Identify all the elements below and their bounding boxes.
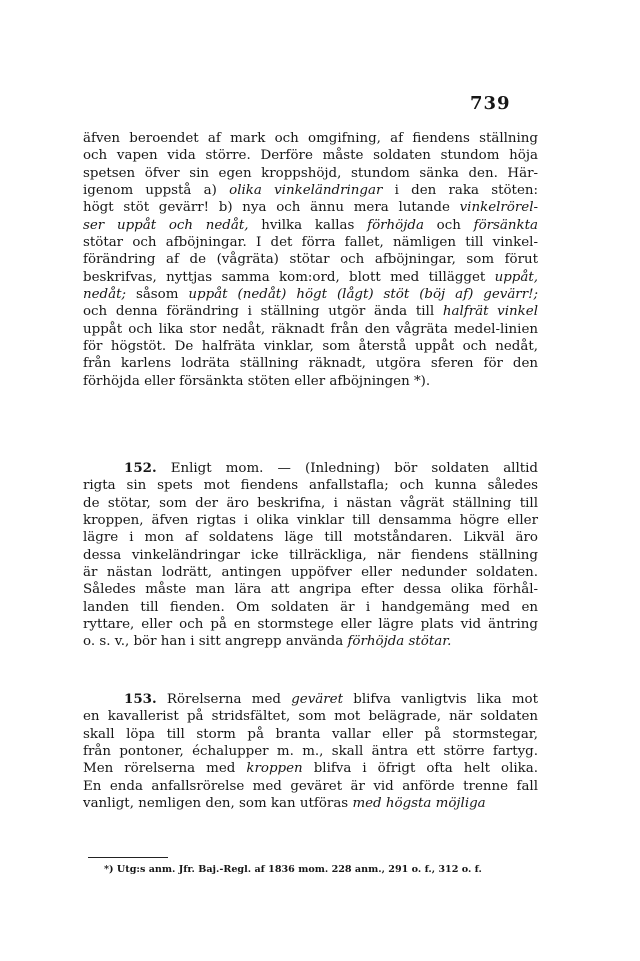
section-number: 152.	[124, 460, 157, 476]
italic-phrase: nedåt;	[83, 287, 126, 303]
text-line: för högstöt. De halfräta vinklar, som återstå uppåt och nedåt,	[83, 339, 538, 355]
text-line: kroppen, äfven rigtas i olika vinklar till densamma högre eller	[83, 513, 538, 529]
footnote-text: Utg:s anm. Jfr. Baj.-Regl. af 1836 mom. 228 anm., 291 o. f., 312 o. f.	[116, 864, 482, 875]
text-line: stötar och afböjningar. I det förra fallet, nämligen till vinkel-	[83, 235, 538, 251]
italic-phrase: förhöjda	[367, 217, 424, 233]
section-153	[83, 691, 538, 812]
text-line: 152. Enligt mom. — (Inledning) bör soldaten alltid	[124, 460, 538, 476]
section-number: 153.	[124, 691, 157, 707]
text-line: från karlens lodräta ställning räknadt, utgöra sferen för den	[83, 356, 538, 372]
paragraph-continuation	[83, 130, 538, 390]
footnote-marker: *)	[104, 864, 114, 875]
text-line: Men rörelserna med kroppen blifva i öfrigt ofta helt olika.	[83, 761, 538, 777]
footnote-rule	[88, 857, 168, 858]
footnote	[104, 864, 544, 875]
text-line: förhöjda eller försänkta stöten eller afböjningen *).	[83, 373, 431, 389]
text-line: o. s. v., bör han i sitt angrepp använda förhöjda stötar.	[83, 634, 452, 650]
text-line: de stötar, som der äro beskrifna, i nästan vågrät ställning till	[83, 495, 538, 511]
text-line: och denna förändring i ställning utgör ända till halfrät vinkel	[83, 304, 538, 320]
italic-phrase: försänkta	[473, 217, 539, 233]
italic-phrase: vinkelrörel-	[459, 200, 538, 216]
italic-phrase: uppåt,	[494, 269, 538, 285]
page-number: 739	[470, 93, 511, 114]
section-152	[83, 460, 538, 651]
text-line: beskrifvas, nyttjas samma kom:ord, blott med tillägget uppåt,	[83, 269, 538, 285]
italic-phrase: uppåt (nedåt) högt (lågt) stöt (böj af) gevärr!;	[188, 287, 539, 303]
text-line: En enda anfallsrörelse med geväret är vid anförde trenne fall	[83, 778, 538, 794]
text-line: spetsen öfver sin egen kroppshöjd, stundom sänka den. Här-	[83, 165, 538, 181]
italic-phrase: geväret	[291, 692, 343, 707]
text-line: Således måste man lära att angripa efter dessa olika förhål-	[83, 582, 538, 598]
text-line: äfven beroendet af mark och omgifning, af fiendens ställning	[83, 131, 538, 146]
text-line: ryttare, eller och på en stormstege eller lägre plats vid äntring	[83, 617, 538, 633]
text-line: landen till fienden. Om soldaten är i handgemäng med en	[83, 599, 538, 615]
italic-phrase: förhöjda stötar.	[347, 634, 452, 650]
text-line: en kavallerist på stridsfältet, som mot belägrade, när soldaten	[83, 709, 538, 725]
text-line: lägre i mon af soldatens läge till motståndaren. Likväl äro	[83, 530, 538, 546]
text-line: och vapen vida större. Derföre måste soldaten stundom höja	[83, 148, 538, 164]
text-line: förändring af de (vågräta) stötar och afböjningar, som förut	[83, 252, 538, 268]
text-line: högt stöt gevärr! b) nya och ännu mera lutande vinkelrörel-	[83, 200, 538, 216]
text-line: uppåt och lika stor nedåt, räknadt från den vågräta medel-linien	[83, 321, 538, 337]
text-line: vanligt, nemligen den, som kan utföras med högsta möjliga	[83, 796, 486, 812]
text-line: från pontoner, échalupper m. m., skall äntra ett större fartyg.	[83, 744, 538, 760]
text-line: dessa vinkeländringar icke tillräckliga, när fiendens ställning	[83, 547, 538, 563]
text-line: är nästan lodrätt, antingen uppöfver eller nedunder soldaten.	[83, 565, 538, 581]
text-line: nedåt; såsom uppåt (nedåt) högt (lågt) stöt (böj af) gevärr!;	[83, 287, 539, 303]
italic-phrase: olika vinkeländringar	[229, 183, 383, 199]
italic-phrase: kroppen	[246, 761, 303, 777]
italic-phrase: med högsta möjliga	[352, 796, 486, 812]
text-line: rigta sin spets mot fiendens anfallstafla; och kunna således	[83, 478, 538, 494]
text-line: ser uppåt och nedåt, hvilka kallas förhöjda och försänkta	[83, 217, 539, 233]
italic-phrase: ser uppåt och nedåt,	[83, 217, 249, 233]
italic-phrase: halfrät vinkel	[442, 304, 538, 320]
text-line: igenom uppstå a) olika vinkeländringar i den raka stöten:	[83, 183, 539, 199]
text-line: skall löpa till storm på branta vallar eller på stormstegar,	[83, 726, 538, 742]
text-line: 153. Rörelserna med geväret blifva vanligtvis lika mot	[124, 691, 538, 707]
